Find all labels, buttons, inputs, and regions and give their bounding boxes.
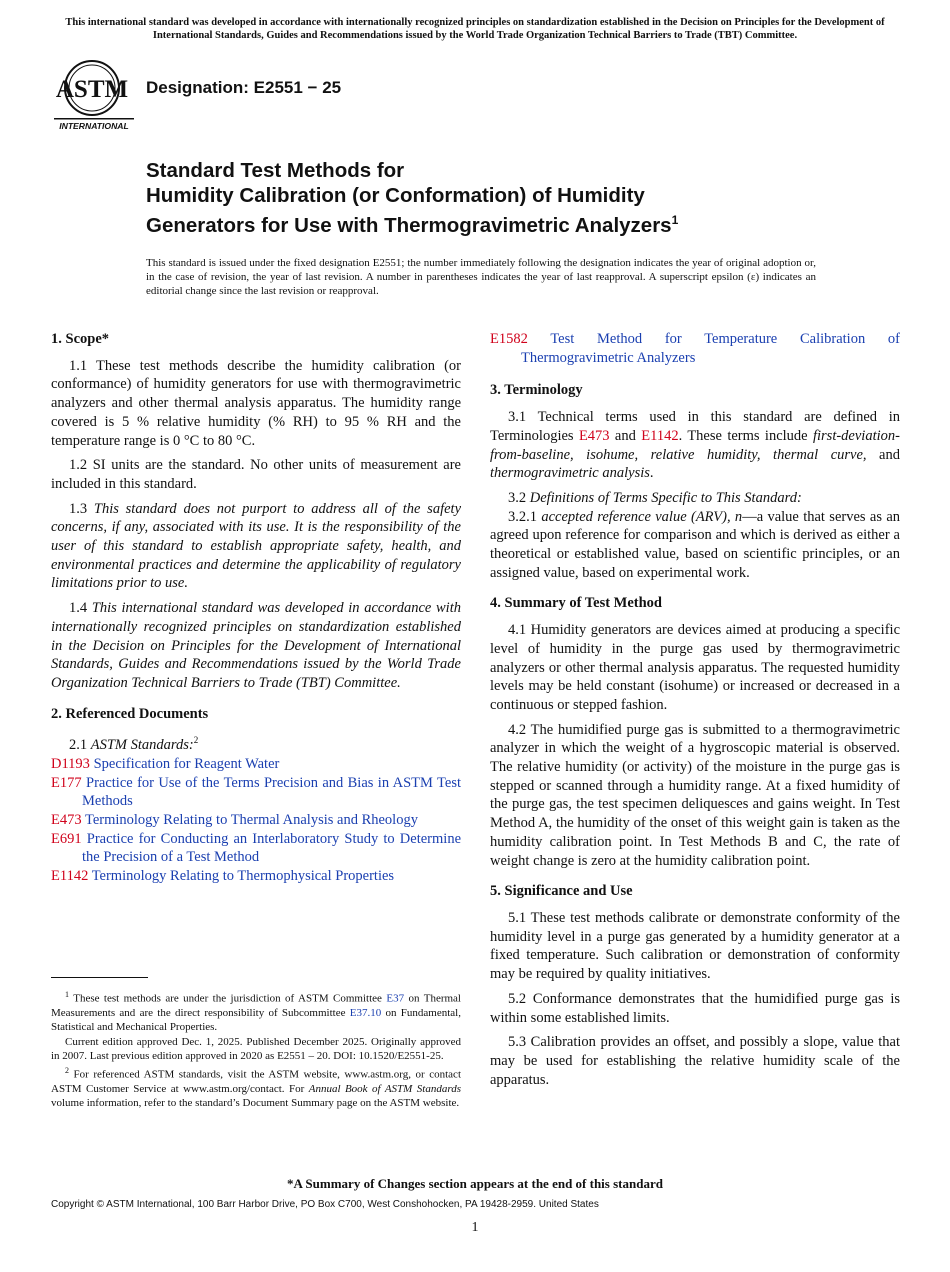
paragraph-1-1: 1.1 These test methods describe the humidity calibration (or conformance) of humidity generators for use with thermogravimetric analyzers and other thermal analysis apparatus. The humidity range covered is 5 % relative humidity (% RH) to 95 % RH and the temperature range is 0 °C to 80 °C. bbox=[51, 357, 461, 449]
paragraph-4-1: 4.1 Humidity generators are devices aimed at producing a specific level of humidity in the purge gas used by thermogravimetric analyzers or other thermal analysis apparatus. The requested humidity levels may be held constant (isohume) or increased or decreased in a continuous or stepped fashion. bbox=[490, 622, 900, 713]
link-e473[interactable]: E473 bbox=[578, 427, 610, 444]
document-title bbox=[146, 159, 866, 238]
section-heading-summary: 4. Summary of Test Method bbox=[490, 595, 662, 612]
ref-item-e473[interactable]: E473 Terminology Relating to Thermal Analysis and Rheology bbox=[51, 812, 418, 828]
title-line-1: Standard Test Methods for bbox=[146, 159, 405, 182]
ref-item-e1582[interactable]: E1582 Test Method for Temperature Calibration of Thermogravimetric Analyzers bbox=[490, 331, 900, 366]
issuance-statement: This standard is issued under the fixed designation E2551; the number immediately following the designation indicates the year of original adoption or, in the case of revision, the year of last revision. A number in parentheses indicates the year of last reapproval. A superscript epsilon (ε) indicates an editorial change since the last revision or reapproval. bbox=[146, 257, 816, 298]
link-e37[interactable]: E37 bbox=[386, 992, 405, 1005]
top-notice: This international standard was developed in accordance with internationally recognized principles on standardization established in the Decision on Principles for the Development of International Standards, Guides and Recommendations issued by the World Trade Organization Technical Barriers to Trade (TBT) Committee. bbox=[65, 17, 885, 41]
ref-item-e177[interactable]: E177 Practice for Use of the Terms Precision and Bias in ASTM Test Methods bbox=[51, 774, 461, 810]
footnotes bbox=[51, 988, 461, 1111]
footnote-2: $^2$ For referenced ASTM standards, visit the ASTM website, www.astm.org, or contact ASTM Customer Service at www.astm.org/contact. For Annual Book of ASTM Standards volume information, refer to the standard’s Document Summary page on the ASTM website. bbox=[51, 1065, 461, 1110]
link-e37-10[interactable]: E37.10 bbox=[349, 1007, 382, 1020]
page-number: 1 bbox=[471, 1220, 479, 1235]
paragraph-1-2: 1.2 SI units are the standard. No other units of measurement are included in this standard. bbox=[51, 457, 461, 492]
left-column bbox=[51, 330, 461, 886]
section-heading-significance: 5. Significance and Use bbox=[490, 883, 633, 900]
section-heading-terminology: 3. Terminology bbox=[490, 382, 583, 399]
section-heading-refdocs: 2. Referenced Documents bbox=[51, 705, 209, 722]
paragraph-5-1: 5.1 These test methods calibrate or demonstrate conformity of the humidity level in a purge gas generated by a humidity generator at a fixed temperature. Such calibration or demonstration of conformity may be required by quality initiatives. bbox=[490, 909, 900, 983]
title-footnote-mark: 1 bbox=[671, 213, 679, 227]
section-heading-scope: 1. Scope* bbox=[51, 331, 109, 347]
footnote-1-edition: Current edition approved Dec. 1, 2025. Published December 2025. Originally approved in 2007. Last previous edition approved in 2020 as E2551 – 20. DOI: 10.1520/E2551-25. bbox=[51, 1035, 461, 1063]
title-line-3: Generators for Use with Thermogravimetric Analyzers$^1$ bbox=[146, 213, 679, 237]
paragraph-3-2-1: 3.2.1 accepted reference value (ARV), n—a value that serves as an agreed upon reference for comparison and which is derived as either a theoretical or established value, based on scientific principles, or an assigned value, based on experimental work. bbox=[490, 508, 901, 581]
paragraph-5-2: 5.2 Conformance demonstrates that the humidified purge gas is within some established limits. bbox=[490, 990, 900, 1026]
paragraph-2-1: 2.1 ASTM Standards:$^2$ bbox=[69, 735, 199, 754]
astm-logo-icon bbox=[52, 54, 136, 134]
right-column bbox=[490, 330, 900, 1095]
paragraph-1-3: 1.3 This standard does not purport to address all of the safety concerns, if any, associated with its use. It is the responsibility of the user of this standard to establish appropriate safety, health, and environmental practices and determine the applicability of regulatory limitations prior to use. bbox=[51, 500, 462, 592]
ref-item-d1193[interactable]: D1193 Specification for Reagent Water bbox=[51, 755, 280, 772]
footnote-1: $^1$ These test methods are under the jurisdiction of ASTM Committee E37 on Thermal Measurements and are the direct responsibility of Subcommittee E37.10 on Fundamental, Statistical and Mechanical Properties. bbox=[51, 990, 461, 1034]
summary-of-changes-note: *A Summary of Changes section appears at the end of this standard bbox=[287, 1176, 663, 1191]
logo-label: INTERNATIONAL bbox=[59, 121, 129, 131]
paragraph-3-2: 3.2 Definitions of Terms Specific to This Standard: bbox=[508, 489, 802, 506]
logo-letters: ASTM bbox=[55, 76, 129, 103]
title-line-2: Humidity Calibration (or Conformation) of Humidity bbox=[146, 183, 645, 207]
ref-item-e1142[interactable]: E1142 Terminology Relating to Thermophysical Properties bbox=[51, 868, 395, 885]
paragraph-3-1: 3.1 Technical terms used in this standard are defined in Terminologies E473 and E1142. These terms include first-deviation-from-baseline, isohume, relative humidity, thermal curve, and thermogravimetric analysis. bbox=[490, 409, 900, 482]
designation: Designation: E2551 − 25 bbox=[146, 78, 342, 97]
ref-item-e691[interactable]: E691 Practice for Conducting an Interlaboratory Study to Determine the Precision of a Test Method bbox=[51, 830, 461, 866]
footnote-divider bbox=[51, 977, 148, 978]
paragraph-4-2: 4.2 The humidified purge gas is submitted to a thermogravimetric analyzer in which the weight of a hygroscopic material is observed. The relative humidity (or activity) of the moisture in the purge gas is stepped or scanned through a humidity range. At a fixed humidity of the purge gas, the test specimen deliquesces and gains weight. In Test Method A, the humidity of the onset of this weight gain is taken as the humidity calibration point. In Test Methods B and C, the rate of weight change is zero at the humidity calibration point. bbox=[490, 721, 900, 869]
copyright-line: Copyright © ASTM International, 100 Barr Harbor Drive, PO Box C700, West Conshohocken, PA 19428-2959. United States bbox=[51, 1199, 599, 1210]
paragraph-1-4: 1.4 This international standard was developed in accordance with internationally recognized principles on standardization established in the Decision on Principles for the Development of International Standards, Guides and Recommendations issued by the World Trade Organization Technical Barriers to Trade (TBT) Committee. bbox=[51, 600, 461, 691]
link-e1142[interactable]: E1142 bbox=[641, 427, 679, 444]
paragraph-5-3: 5.3 Calibration provides an offset, and possibly a slope, value that may be used for establishing the relative humidity scale of the apparatus. bbox=[490, 1034, 900, 1088]
